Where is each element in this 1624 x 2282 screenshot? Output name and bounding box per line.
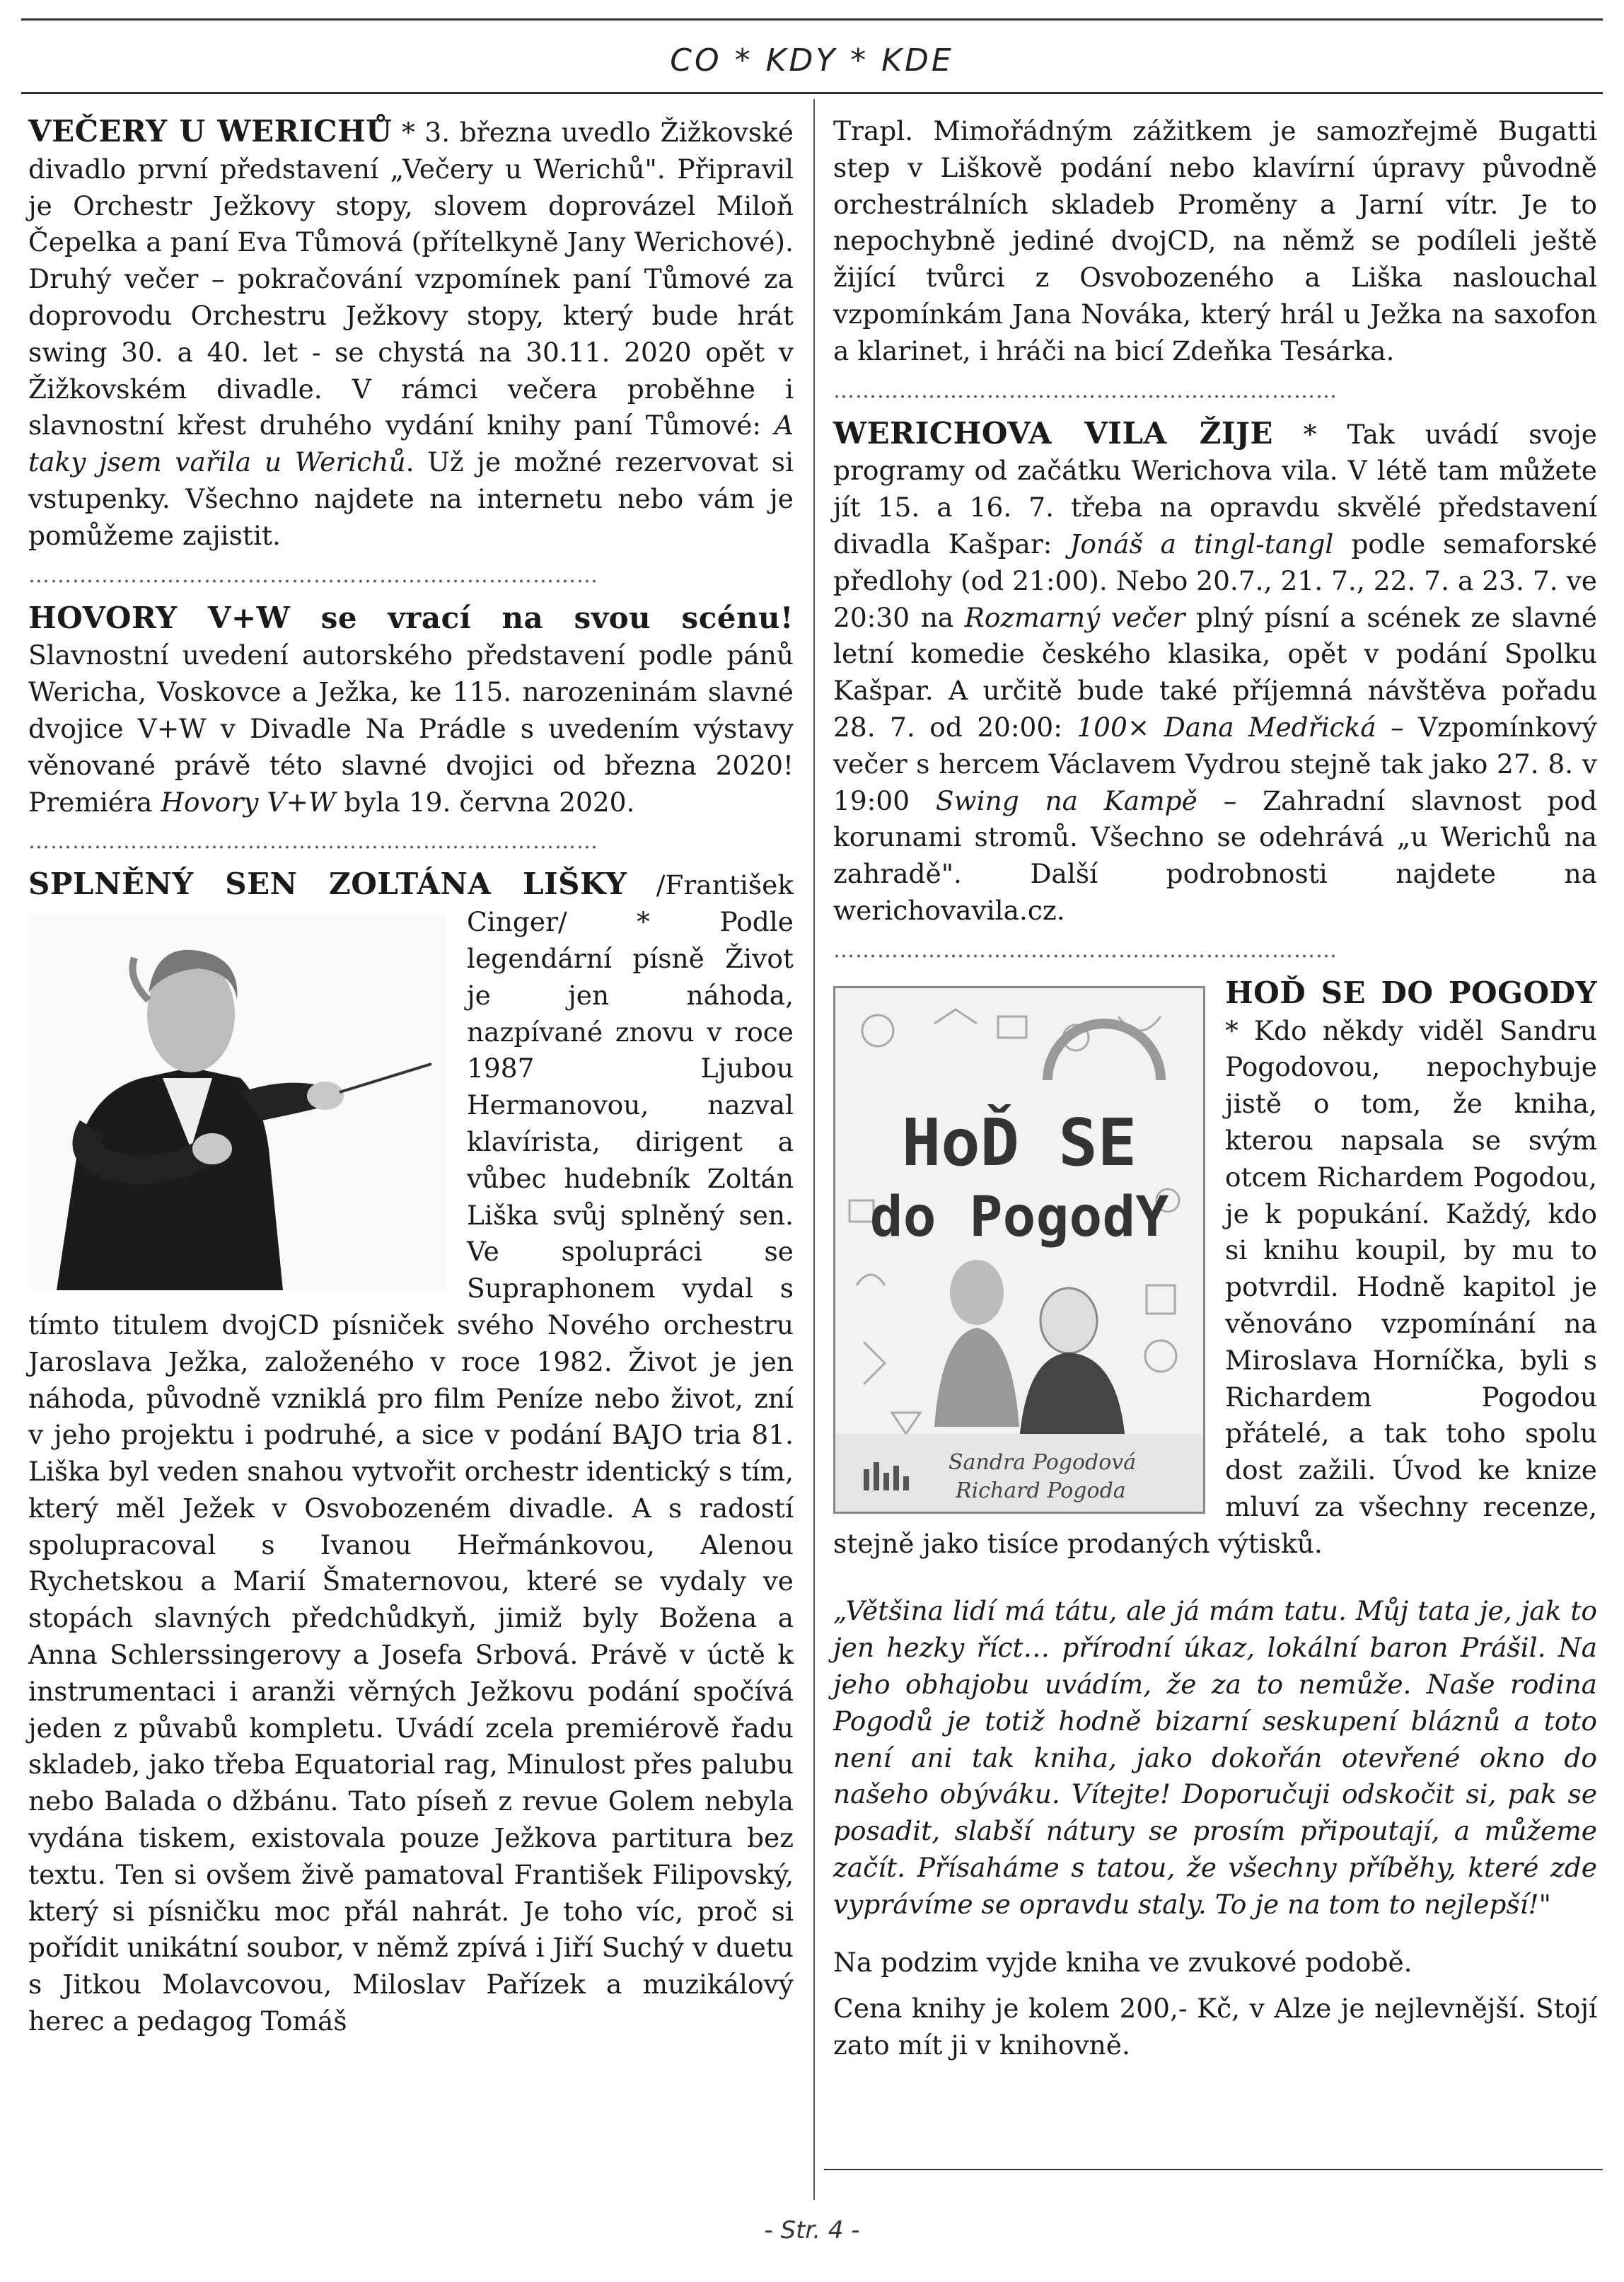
price-note: Cena knihy je kolem 200,- Kč, v Alze je nejlevnější. Stojí zato mít ji v knihovně. bbox=[833, 1993, 1597, 2061]
audio-note: Na podzim vyjde kniha ve zvukové podobě. bbox=[833, 1946, 1413, 1978]
article-kicker: SPLNĚNÝ SEN ZOLTÁNA LIŠKY bbox=[28, 867, 627, 902]
article-splneny-sen: SPLNĚNÝ SEN ZOLTÁNA LIŠKY /František Cinger/ * Podle legendární písně Život je jen náhoda, nazpívané znovu v roce 1987 Ljubou Hermanovou, nazval klavírista, dirigent a vůbec hudebník Zoltán Liška svůj splněný sen. Ve spolupráci se Supraphonem vydal s tímto titulem dvojCD písniček svého Nového orchestru Jaroslava Ježka, založeného v roce 1982. Život je jen náhoda, původně vzniklá pro film Peníze nebo život, zní v jeho projektu i podruhé, a sice v podání BAJO tria 81. Liška byl veden snahou vytvořit orchestr identický s tím, který měl Ježek v Osvobozeném divadle. A s radostí spolupracoval s Ivanou Heřmánkovou, Alenou Rychetskou a Marií Šmaternovou, které se vydaly ve stopách slavných předchůdkyň, jimiž byly Božena a Anna Schlerssingerovy a Josefa Srbová. Právě v úctě k instrumentaci i aranži věrných Ježkovu podání spočívá jeden z půvabů kompletu. Uvádí zcela premiérově řadu skladeb, jako třeba Equatorial rag, Minulost přes palubu nebo Balada o džbánu. Tato píseň z revue Golem nebyla vydána tiskem, existovala pouze Ježkova partitura bez textu. Ten si ovšem živě pamatoval František Filipovský, který si písničku moc přál nahrát. Je toho víc, proč si pořídit unikátní soubor, v němž zpívá i Jiří Suchý v duetu s Jitkou Molavcovou, Miloslav Pařízek a muzikálový herec a pedagog Tomáš bbox=[28, 867, 794, 2037]
book-quote: „Většina lidí má tátu, ale já mám tatu. Můj tata je, jak to jen hezky říct… přírodní úkaz, lokální baron Prášil. Na jeho obhajobu uvádím, že za to nemůže. Naše rodina Pogodů je totiž hodně bizarní seskupení bláznů a toto není ani tak kniha, jako dokořán otevřené okno do našeho obýváku. Vítejte! Doporučuji odskočit si, pak se posadit, slabší nátury se prosím připoutají, a můžeme začít. Přísaháme s tatou, že všechny příběhy, které zde vyprávíme se opravdu staly. To je na tom to nejlepší!" bbox=[833, 1595, 1597, 1920]
book-cover-art bbox=[835, 988, 1203, 1512]
left-column bbox=[28, 113, 794, 2040]
article-continuation: Trapl. Mimořádným zážitkem je samozřejmě Bugatti step v Liškově podání nebo klavírní úpravy původně orchestrálních skladeb Proměny a Jarní vítr. Je to nepochybně jediné dvojCD, na němž se podíleli ještě žijící tvůrci z Osvobozeného a Liška naslouchal vzpomínkám Jana Nováka, který hrál u Ježka na saxofon a klarinet, i hráči na bicí Zdeňka Tesárka. bbox=[833, 115, 1597, 366]
article-kicker: VEČERY U WERICHŮ bbox=[28, 114, 393, 149]
book-author-1: Sandra Pogodová bbox=[949, 1449, 1137, 1475]
article-hod-se-do-pogody: HOĎ SE DO POGODY HoĎ SE do PogodY Sandra Pogodová Richard Pogoda * Kdo někdy viděl Sandru Pogodovou, nepochybuje jistě o tom, že kniha, kterou napsala se svým otcem Richardem Pogodou, je k popukání. Každý, kdo si knihu koupil, by mu to potvrdil. Hodně kapitol je věnováno vzpomínání na Miroslava Horníčka, byli s Richardem Pogodou přátelé, a tak toho spolu dost zažili. Úvod ke knize mluví za všechny recenze, stejně jako tisíce prodaných výtisků. bbox=[833, 975, 1597, 1559]
article-kicker: WERICHOVA VILA ŽIJE bbox=[833, 415, 1273, 451]
page-number: - Str. 4 - bbox=[764, 2216, 860, 2245]
top-rule bbox=[21, 18, 1603, 21]
book-cover bbox=[833, 986, 1205, 1514]
divider: …………………………………………………………………… bbox=[28, 829, 598, 855]
article-kicker: HOVORY V+W se vrací na svou scénu! bbox=[28, 600, 794, 635]
conductor-illustration bbox=[28, 915, 446, 1290]
right-column bbox=[833, 113, 1597, 2064]
article-vecery: VEČERY U WERICHŮ * 3. března uvedlo Žižkovské divadlo první představení „Večery u Werichů". Připravil je Orchestr Ježkovy stopy, slovem doprovázel Miloň Čepelka a paní Eva Tůmová (přítelkyně Jany Werichové). Druhý večer – pokračování vzpomínek paní Tůmové za doprovodu Orchestru Ježkovy stopy, který bude hrát swing 30. a 40. let - se chystá na 30.11. 2020 opět v Žižkovském divadle. V rámci večera proběhne i slavnostní křest druhého vydání knihy paní Tůmové: A taky jsem vařila u Werichů. Už je možné rezervovat si vstupenky. Všechno najdete na internetu nebo vám je pomůžeme zajistit. bbox=[28, 114, 794, 551]
article-werichova-vila: WERICHOVA VILA ŽIJE * Tak uvádí svoje programy od začátku Werichova vila. V létě tam můžete jít 15. a 16. 7. třeba na opravdu skvělé představení divadla Kašpar: Jonáš a tingl-tangl podle semaforské předlohy (od 21:00). Nebo 20.7., 21. 7., 22. 7. a 23. 7. ve 20:30 na Rozmarný večer plný písní a scének ze slavné letní komedie českého klasika, opět v podání Spolku Kašpar. A určitě bude také příjemná návštěva pořadu 28. 7. od 20:00: 100× Dana Medřická – Vzpomínkový večer s hercem Václavem Vydrou stejně tak jako 27. 8. v 19:00 Swing na Kampě – Zahradní slavnost pod korunami stromů. Všechno se odehrává „u Werichů na zahradě". Další podrobnosti najdete na werichovavila.cz. bbox=[833, 415, 1598, 926]
book-title-line1: HoĎ SE bbox=[901, 1104, 1137, 1181]
divider: …………………………………………………………… bbox=[833, 378, 1338, 403]
column-divider bbox=[813, 99, 815, 2200]
book-title-line2: do PogodY bbox=[869, 1185, 1169, 1249]
article-kicker: HOĎ SE DO POGODY bbox=[1225, 975, 1597, 1010]
bottom-rule bbox=[824, 2169, 1603, 2170]
header-rule bbox=[21, 92, 1603, 94]
page-header: CO * KDY * KDE bbox=[670, 42, 954, 79]
book-author-2: Richard Pogoda bbox=[956, 1478, 1126, 1503]
divider: …………………………………………………………………… bbox=[28, 562, 598, 588]
conductor-photo bbox=[28, 915, 446, 1290]
article-hovory: HOVORY V+W se vrací na svou scénu! Slavnostní uvedení autorského představení podle pánů Wericha, Voskovce a Ježka, ke 115. narozeninám slavné dvojice V+W v Divadle Na Prádle s uvedením výstavy věnované právě této slavné dvojici od března 2020! Premiéra Hovory V+W byla 19. června 2020. bbox=[28, 600, 794, 818]
divider: …………………………………………………………… bbox=[833, 937, 1338, 963]
